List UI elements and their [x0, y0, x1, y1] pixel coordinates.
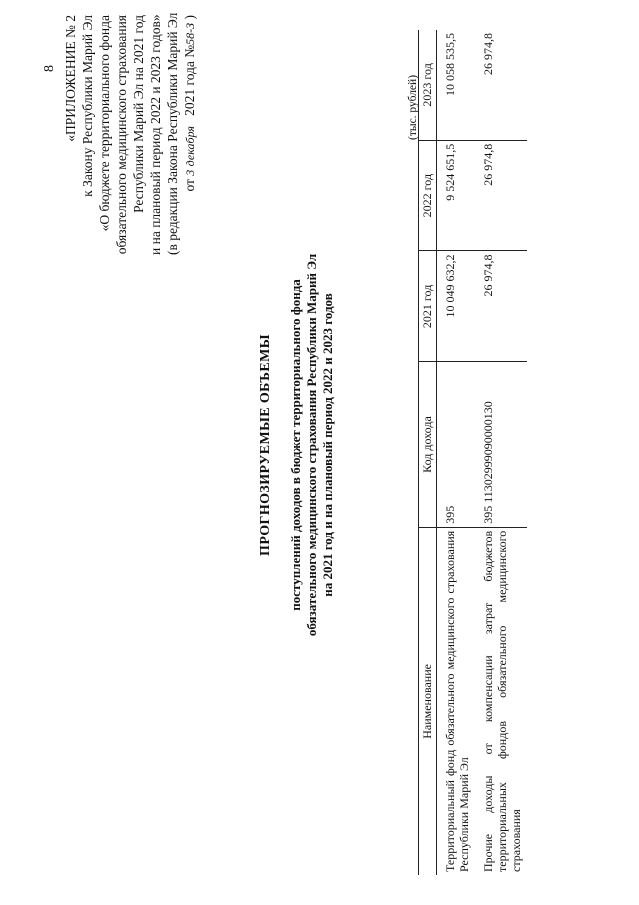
appendix-line: к Закону Республики Марий Эл — [80, 15, 95, 197]
date-day: 3 — [183, 169, 197, 176]
law-number: 58-З — [183, 22, 197, 45]
cell-code: 395 11302999090000130 — [475, 362, 527, 528]
cell-2021: 26 974,8 — [475, 251, 527, 362]
cell-2023: 10 058 535,5 — [437, 30, 476, 140]
cell-2023: 26 974,8 — [475, 30, 527, 140]
cell-2022: 9 524 651,5 — [437, 140, 476, 251]
document-title: ПРОГНОЗИРУЕМЫЕ ОБЪЕМЫ — [258, 334, 273, 556]
date-suffix: ) — [182, 15, 197, 20]
document-subtitle — [288, 165, 336, 725]
date-month: декабря — [183, 126, 197, 167]
cell-2022: 26 974,8 — [475, 140, 527, 251]
appendix-block — [62, 12, 199, 255]
cell-2021: 10 049 632,2 — [437, 251, 476, 362]
appendix-line: Республики Марий Эл на 2021 год — [131, 15, 146, 213]
table-row — [437, 30, 476, 875]
page-number: 8 — [42, 65, 57, 72]
header-2021: 2021 год — [419, 251, 437, 362]
table-header-row — [419, 30, 437, 875]
header-code: Код дохода — [419, 362, 437, 528]
appendix-line: и на плановый период 2022 и 2023 годов» — [148, 14, 163, 255]
title-block — [258, 165, 336, 725]
appendix-line: «ПРИЛОЖЕНИЕ № 2 — [63, 15, 78, 142]
subtitle-line: поступлений доходов в бюджет территориального фонда — [288, 279, 303, 611]
cell-name: Прочие доходы от компенсации затрат бюджетов территориальных фондов обязательного медицинского страхования — [481, 530, 523, 872]
subtitle-line: обязательного медицинского страхования Республики Марий Эл — [304, 253, 319, 637]
date-prefix: от — [182, 179, 197, 192]
revenue-table — [418, 30, 527, 875]
appendix-line: «О бюджете территориального фонда — [97, 15, 112, 232]
appendix-date-line — [181, 15, 199, 255]
header-2023: 2023 год — [419, 30, 437, 140]
header-2022: 2022 год — [419, 140, 437, 251]
appendix-line: (в редакции Закона Республики Марий Эл — [165, 12, 180, 255]
cell-name: Территориальный фонд обязательного медицинского страхования Республики Марий Эл — [443, 530, 471, 872]
subtitle-line: на 2021 год и на плановый период 2022 и 2023 годов — [320, 293, 335, 597]
date-year: 2021 года № — [182, 44, 197, 116]
appendix-line: обязательного медицинского страхования — [114, 15, 129, 255]
cell-code: 395 — [437, 362, 476, 528]
units-label: (тыс. рублей) — [407, 74, 419, 140]
header-name: Наименование — [419, 527, 437, 875]
table-row — [475, 30, 527, 875]
